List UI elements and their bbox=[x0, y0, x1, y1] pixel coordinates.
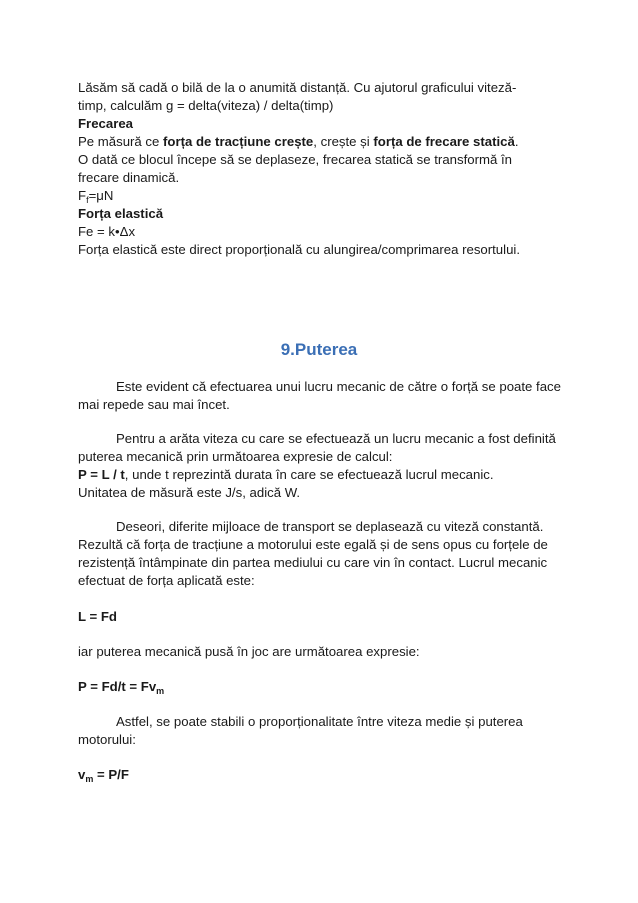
section-heading: 9.Puterea bbox=[280, 340, 358, 359]
frecarea-sentence: Pe măsură ce forța de tracțiune crește, crește și forța de frecare statică. bbox=[78, 134, 519, 149]
equation-work: L = Fd bbox=[78, 609, 117, 624]
equation-power: $P = Fd/t = Fv_m$ bbox=[78, 679, 165, 696]
frecarea-title: Frecarea bbox=[78, 116, 133, 131]
para-1: Este evident că efectuarea unui lucru mecanic de către o forță se poate face mai repede sau mai încet. bbox=[78, 379, 561, 412]
intro-line-1: Lăsăm să cadă o bilă de la o anumită distanță. Cu ajutorul graficului viteză- bbox=[78, 80, 517, 95]
elastic-description: Forța elastică este direct proporțională cu alungirea/comprimarea resortului. bbox=[78, 242, 520, 257]
bold-traction: forța de tracțiune crește bbox=[163, 134, 314, 149]
unit-line: Unitatea de măsură este J/s, adică W. bbox=[78, 485, 301, 500]
friction-formula: $F_f=\mu N$ bbox=[78, 188, 114, 205]
equation-velocity: $v_m = P/F$ bbox=[78, 767, 129, 784]
para-3: Deseori, diferite mijloace de transport se deplasează cu viteză constantă. Rezultă că forța de tracțiune a motorului este egală și de sens opus cu forțele de rezistență întâmpinate din partea mediului cu care vin în contact. Lucrul mecanic efectuat de forța aplicată este: bbox=[78, 519, 548, 588]
top-text-block bbox=[78, 79, 564, 259]
frecarea-line-4: frecare dinamică. bbox=[78, 170, 180, 185]
para-4: iar puterea mecanică pusă în joc are următoarea expresie: bbox=[78, 644, 420, 659]
elastica-title: Forța elastică bbox=[78, 206, 164, 221]
para-2: Pentru a arăta viteza cu care se efectuează un lucru mecanic a fost definită puterea mecanică prin următoarea expresie de calcul: P = L / t, unde t reprezintă durata în care se efectuează lucrul mecanic. Unitatea de măsură este J/s, adică W. bbox=[78, 430, 564, 502]
frecarea-line-3: O dată ce blocul începe să se deplaseze, frecarea statică se transformă în bbox=[78, 152, 512, 167]
intro-line-2: timp, calculăm g = delta(viteza) / delta(timp) bbox=[78, 98, 334, 113]
para-5: Astfel, se poate stabili o proporționalitate între viteza medie și puterea motorului: bbox=[78, 714, 523, 747]
elastic-formula: Fe = k•Δx bbox=[78, 224, 136, 239]
power-formula: P = L / t bbox=[78, 467, 125, 482]
bold-static-friction: forța de frecare statică bbox=[373, 134, 515, 149]
